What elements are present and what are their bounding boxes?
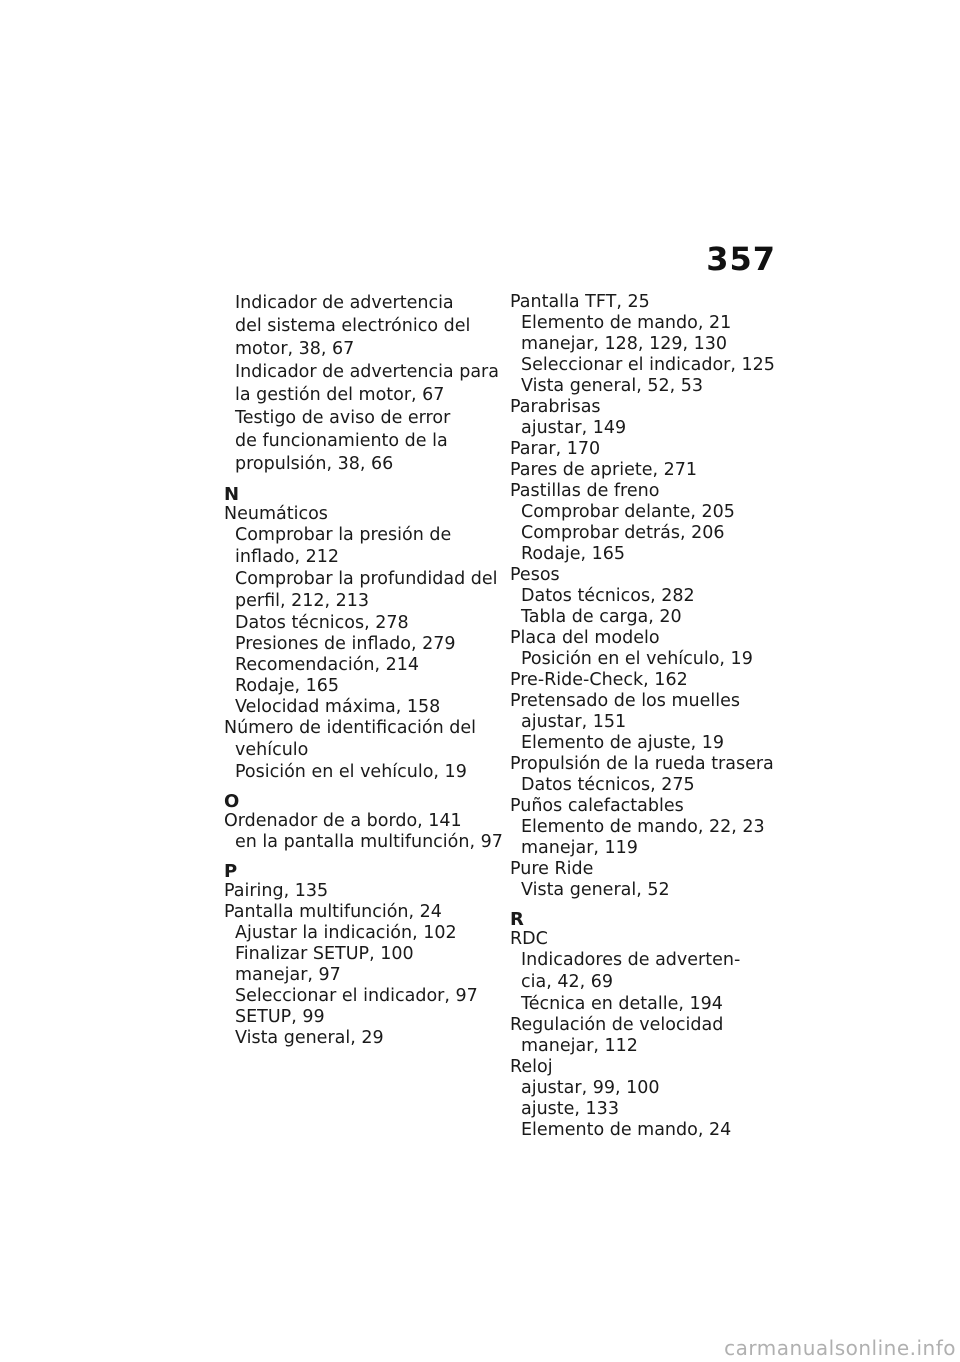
index-subentry: Comprobar detrás, 206 <box>521 523 725 543</box>
index-subentry: manejar, 97 <box>235 965 341 985</box>
index-subentry: Vista general, 52 <box>521 880 670 900</box>
index-entry-continuation: Indicador de advertencia para <box>235 362 499 382</box>
index-subentry: Seleccionar el indicador, 125 <box>521 355 775 375</box>
index-letter-heading: P <box>224 861 238 882</box>
index-entry: Ordenador de a bordo, 141 <box>224 811 462 831</box>
index-entry-continuation: perfil, 212, 213 <box>235 591 370 611</box>
index-entry-continuation: vehículo <box>235 740 309 760</box>
index-subentry: manejar, 119 <box>521 838 638 858</box>
index-subentry: Tabla de carga, 20 <box>521 607 682 627</box>
index-entry: RDC <box>510 929 548 949</box>
index-entry-continuation: propulsión, 38, 66 <box>235 454 394 474</box>
index-subentry: Comprobar delante, 205 <box>521 502 735 522</box>
index-subentry: Rodaje, 165 <box>235 676 340 696</box>
index-subentry: ajuste, 133 <box>521 1099 619 1119</box>
index-entry-continuation: de funcionamiento de la <box>235 431 448 451</box>
index-entry: Regulación de velocidad <box>510 1015 724 1035</box>
index-subentry: Velocidad máxima, 158 <box>235 697 441 717</box>
index-subentry: manejar, 112 <box>521 1036 638 1056</box>
index-subentry: SETUP, 99 <box>235 1007 325 1027</box>
index-subentry: Seleccionar el indicador, 97 <box>235 986 478 1006</box>
index-subentry: ajustar, 151 <box>521 712 627 732</box>
index-entry-continuation: Testigo de aviso de error <box>235 408 451 428</box>
index-entry-continuation: la gestión del motor, 67 <box>235 385 445 405</box>
index-entry: Parabrisas <box>510 397 601 417</box>
index-column-right <box>510 292 775 1141</box>
index-subentry: Vista general, 29 <box>235 1028 384 1048</box>
index-letter-heading: R <box>510 909 524 930</box>
index-subentry: Vista general, 52, 53 <box>521 376 704 396</box>
index-subentry: Ajustar la indicación, 102 <box>235 923 457 943</box>
index-subentry: Elemento de ajuste, 19 <box>521 733 724 753</box>
index-subentry: Datos técnicos, 282 <box>521 586 695 606</box>
index-subentry: Rodaje, 165 <box>521 544 626 564</box>
index-entry: Pesos <box>510 565 560 585</box>
index-subentry: Técnica en detalle, 194 <box>521 994 723 1014</box>
index-entry: Pairing, 135 <box>224 881 329 901</box>
index-entry: Pantalla multifunción, 24 <box>224 902 442 922</box>
index-entry-continuation: motor, 38, 67 <box>235 339 355 359</box>
index-entry: Neumáticos <box>224 504 328 524</box>
index-subentry: Posición en el vehículo, 19 <box>521 649 753 669</box>
index-subentry: Elemento de mando, 24 <box>521 1120 732 1140</box>
index-subentry: Comprobar la profundidad del <box>235 569 498 589</box>
page-number: 357 <box>706 240 776 278</box>
index-subentry: Indicadores de adverten- <box>521 950 741 970</box>
index-subentry: ajustar, 99, 100 <box>521 1078 660 1098</box>
index-subentry: Datos técnicos, 275 <box>521 775 695 795</box>
index-subentry: Datos técnicos, 278 <box>235 613 409 633</box>
index-subentry: Posición en el vehículo, 19 <box>235 762 467 782</box>
index-letter-heading: O <box>224 791 240 812</box>
index-entry: Propulsión de la rueda trasera <box>510 754 774 774</box>
index-entry: Pure Ride <box>510 859 594 879</box>
index-subentry: Finalizar SETUP, 100 <box>235 944 414 964</box>
index-entry: Puños calefactables <box>510 796 684 816</box>
index-column-left <box>224 292 503 1049</box>
index-entry: Pretensado de los muelles <box>510 691 740 711</box>
index-entry: Reloj <box>510 1057 553 1077</box>
index-subentry: en la pantalla multifunción, 97 <box>235 832 503 852</box>
index-subentry: Elemento de mando, 21 <box>521 313 732 333</box>
index-entry: Pares de apriete, 271 <box>510 460 697 480</box>
index-entry-continuation: Indicador de advertencia <box>235 293 454 313</box>
index-entry: Parar, 170 <box>510 439 601 459</box>
index-subentry: Elemento de mando, 22, 23 <box>521 817 765 837</box>
index-entry-continuation: del sistema electrónico del <box>235 316 471 336</box>
index-entry: Pastillas de freno <box>510 481 660 501</box>
index-subentry: Presiones de inflado, 279 <box>235 634 456 654</box>
index-subentry: ajustar, 149 <box>521 418 627 438</box>
index-entry-continuation: cia, 42, 69 <box>521 972 613 992</box>
index-entry: Pantalla TFT, 25 <box>510 292 650 312</box>
index-entry: Placa del modelo <box>510 628 660 648</box>
index-subentry: Comprobar la presión de <box>235 525 452 545</box>
index-entry: Número de identificación del <box>224 718 477 738</box>
index-subentry: Recomendación, 214 <box>235 655 420 675</box>
index-subentry: manejar, 128, 129, 130 <box>521 334 727 354</box>
index-entry-continuation: inflado, 212 <box>235 547 340 567</box>
index-entry: Pre-Ride-Check, 162 <box>510 670 688 690</box>
watermark-footer: carmanualsonline.info <box>724 1336 956 1360</box>
index-letter-heading: N <box>224 484 240 505</box>
